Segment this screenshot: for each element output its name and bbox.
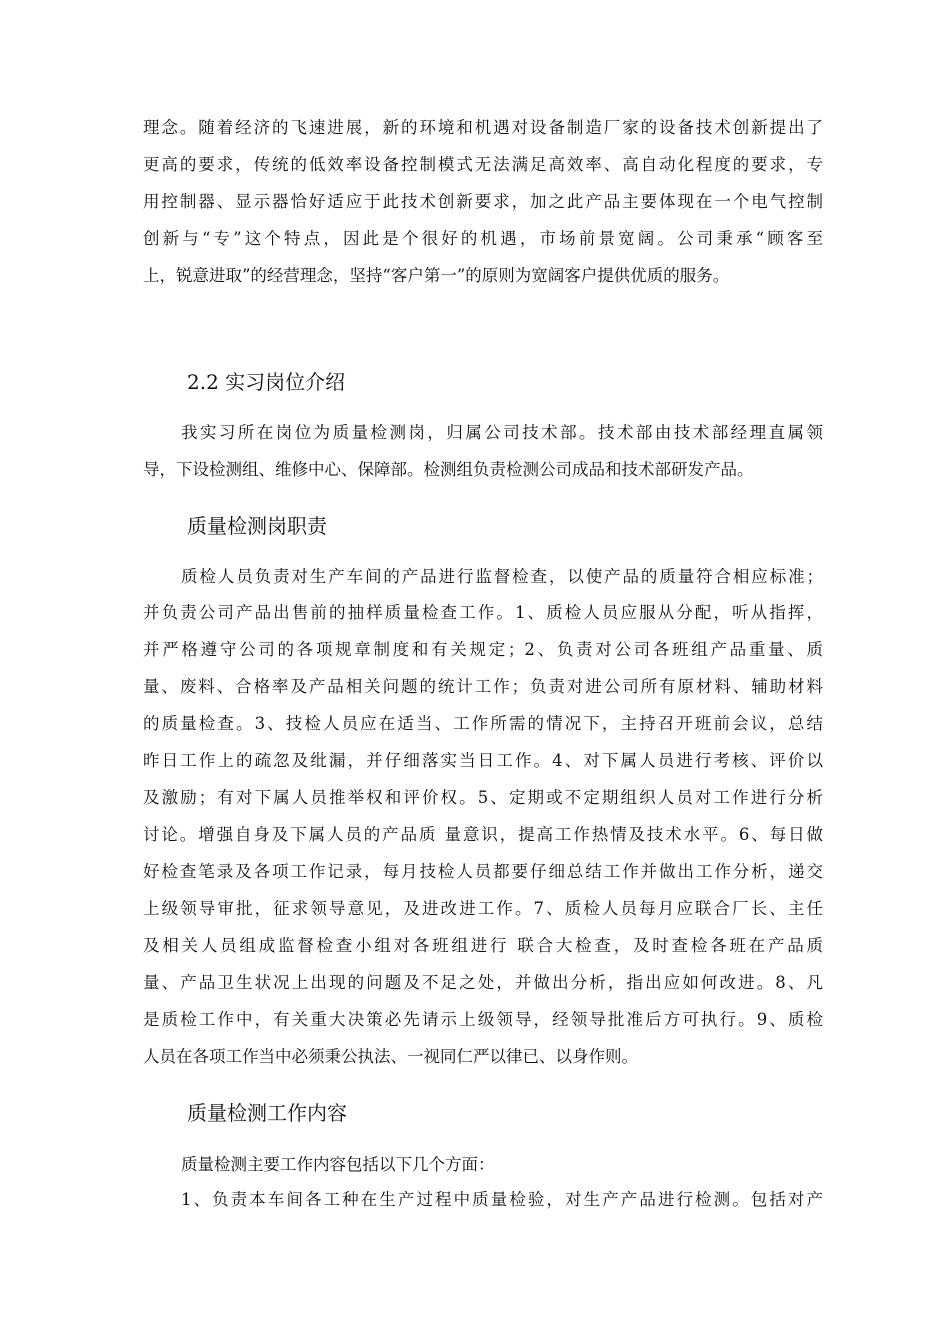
text-line: 的质量检查。3、技检人员应在适当、工作所需的情况下，主持召开班前会议，总结 — [143, 714, 823, 733]
text-line: 质检人员负责对生产车间的产品进行监督检查，以使产品的质量符合相应标准； — [181, 567, 823, 586]
section-heading: 2.2 实习岗位介绍 — [187, 370, 346, 394]
text-line: 及相关人员组成监督检查小组对各班组进行 联合大检查，及时查检各班在产品质 — [143, 936, 823, 955]
text-line: 好检查笔录及各项工作记录，每月技检人员都要仔细总结工作并做出工作分析，递交 — [143, 862, 823, 881]
text-line: 1、负责本车间各工种在生产过程中质量检验，对生产产品进行检测。包括对产 — [181, 1190, 823, 1209]
text-line: 及激励；有对下属人员推举权和评价权。5、定期或不定期组织人员对工作进行分析 — [143, 788, 823, 807]
text-line: 人员在各项工作当中必须秉公执法、一视同仁严以律已、以身作则。 — [143, 1047, 638, 1066]
text-line: 量、产品卫生状况上出现的问题及不足之处，并做出分析，指出应如何改进。8、凡 — [143, 973, 823, 992]
text-line: 用控制器、显示器恰好适应于此技术创新要求，加之此产品主要体现在一个电气控制 — [143, 192, 823, 211]
text-line: 理念。随着经济的飞速进展，新的环境和机遇对设备制造厂家的设备技术创新提出了 — [143, 118, 823, 137]
text-line: 量、废料、合格率及产品相关问题的统计工作；负责对进公司所有原材料、辅助材料 — [143, 677, 823, 696]
text-line: 我实习所在岗位为质量检测岗，归属公司技术部。技术部由技术部经理直属领 — [181, 423, 823, 442]
text-line: 上，锐意进取”的经营理念，坚持“客户第一”的原则为宽阔客户提供优质的服务。 — [143, 266, 730, 285]
duties-heading: 质量检测岗职责 — [187, 514, 327, 538]
work-heading: 质量检测工作内容 — [187, 1101, 347, 1125]
text-line: 上级领导审批，征求领导意见，及进改进工作。7、质检人员每月应联合厂长、主任 — [143, 899, 823, 918]
text-line: 昨日工作上的疏忽及纰漏，并仔细落实当日工作。4、对下属人员进行考核、评价以 — [143, 751, 823, 770]
text-line: 更高的要求，传统的低效率设备控制模式无法满足高效率、高自动化程度的要求，专 — [143, 155, 823, 174]
text-line: 并负责公司产品出售前的抽样质量检查工作。1、质检人员应服从分配，听从指挥， — [143, 603, 823, 622]
text-line: 讨论。增强自身及下属人员的产品质 量意识，提高工作热情及技术水平。6、每日做 — [143, 825, 823, 844]
text-line: 并严格遵守公司的各项规章制度和有关规定；2、负责对公司各班组产品重量、质 — [143, 640, 823, 659]
text-line: 导，下设检测组、维修中心、保障部。检测组负责检测公司成品和技术部研发产品。 — [143, 460, 754, 479]
text-line: 质量检测主要工作内容包括以下几个方面： — [181, 1155, 495, 1174]
text-line: 创新与“专”这个特点，因此是个很好的机遇，市场前景宽阔。公司秉承“顾客至 — [143, 229, 823, 248]
text-line: 是质检工作中，有关重大决策必先请示上级领导，经领导批准后方可执行。9、质检 — [143, 1010, 823, 1029]
